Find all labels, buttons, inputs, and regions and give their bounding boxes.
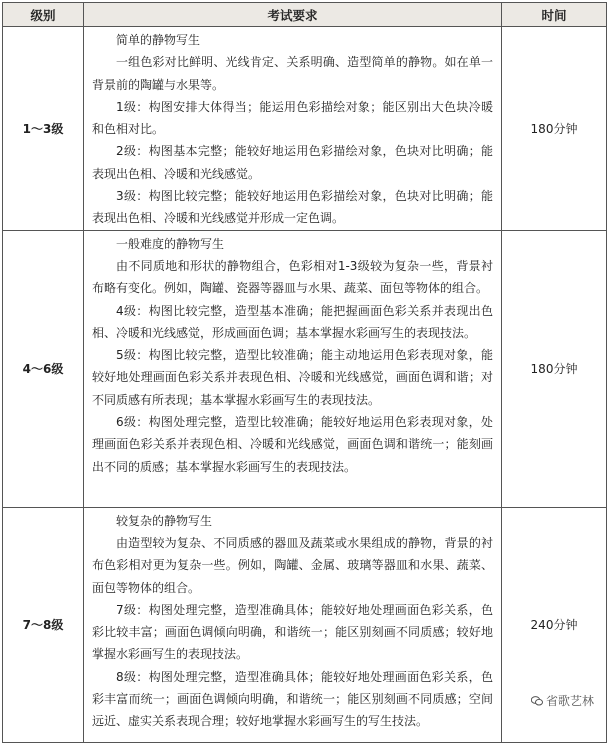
time-cell: 240分钟 [502,507,607,742]
watermark-text: 省歌艺林 [545,694,594,708]
requirements-cell [84,507,502,742]
requirement-paragraph: 简单的静物写生 [116,33,201,47]
requirement-paragraph: 5级：构图比较完整，造型比较准确；能主动地运用色彩表现对象，能较好地处理画面色彩关系并表现色相、冷暖和光线感觉，画面色调和谐；对不同质感有所表现；基本掌握水彩画写生的表现技法。 [92,348,493,407]
level-cell: 1～3级 [3,27,84,231]
requirement-paragraph: 4级：构图比较完整，造型基本准确；能把握画面色彩关系并表现出色相、冷暖和光线感觉，形成画面色调；基本掌握水彩画写生的表现技法。 [92,303,493,340]
requirement-paragraph: 6级：构图处理完整，造型比较准确；能较好地运用色彩表现对象，处理画面色彩关系并表现色相、冷暖和光线感觉，画面色调和谐统一；能刻画出不同的质感；基本掌握水彩画写生的表现技法。 [92,415,493,474]
requirement-paragraph: 2级：构图基本完整；能较好地运用色彩描绘对象，色块对比明确；能表现出色相、冷暖和光线感觉。 [92,144,493,181]
requirement-paragraph: 7级：构图处理完整，造型准确具体；能较好地处理画面色彩关系，色彩比较丰富；画面色调倾向明确，和谐统一；能区别刻画不同质感；较好地掌握水彩画写生的表现技法。 [92,602,493,662]
watermark [531,692,594,709]
table-row [3,27,607,231]
header-time: 时间 [502,3,607,27]
requirement-paragraph: 8级：构图处理完整，造型准确具体；能较好地处理画面色彩关系，色彩丰富而统一；画面色调倾向明确，和谐统一；能区别刻画不同质感；空间远近、虚实关系表现合理；较好地掌握水彩画写生的写生技法。 [92,669,493,729]
header-level: 级别 [3,3,84,27]
requirements-cell [84,27,502,231]
time-cell: 180分钟 [502,230,607,507]
requirement-paragraph: 1级：构图安排大体得当；能运用色彩描绘对象；能区别出大色块冷暖和色相对比。 [92,99,493,137]
requirement-paragraph: 由不同质地和形状的静物组合，色彩相对1-3级较为复杂一些，背景衬布略有变化。例如，陶罐、瓷器等器皿与水果、蔬菜、面包等物体的组合。 [92,258,493,296]
table-row [3,230,607,507]
table-row [3,507,607,742]
time-cell: 180分钟 [502,27,607,231]
requirement-paragraph: 由造型较为复杂、不同质感的器皿及蔬菜或水果组成的静物，背景的衬布色彩相对更为复杂一些。例如，陶罐、金属、玻璃等器皿和水果、蔬菜、面包等物体的组合。 [92,535,493,595]
level-cell: 4～6级 [3,230,84,507]
exam-requirements-table [2,2,607,743]
level-cell: 7～8级 [3,507,84,742]
requirement-paragraph: 一般难度的静物写生 [116,236,225,251]
requirements-cell [84,230,502,507]
wechat-icon [531,696,543,706]
table-header-row [3,3,607,27]
requirement-paragraph: 3级：构图比较完整；能较好地运用色彩描绘对象，色块对比明确；能表现出色相、冷暖和光线感觉并形成一定色调。 [92,189,493,226]
header-requirements: 考试要求 [84,3,502,27]
requirement-paragraph: 一组色彩对比鲜明、光线肯定、关系明确、造型简单的静物。如在单一背景前的陶罐与水果等。 [92,55,493,92]
requirement-paragraph: 较复杂的静物写生 [116,513,213,528]
